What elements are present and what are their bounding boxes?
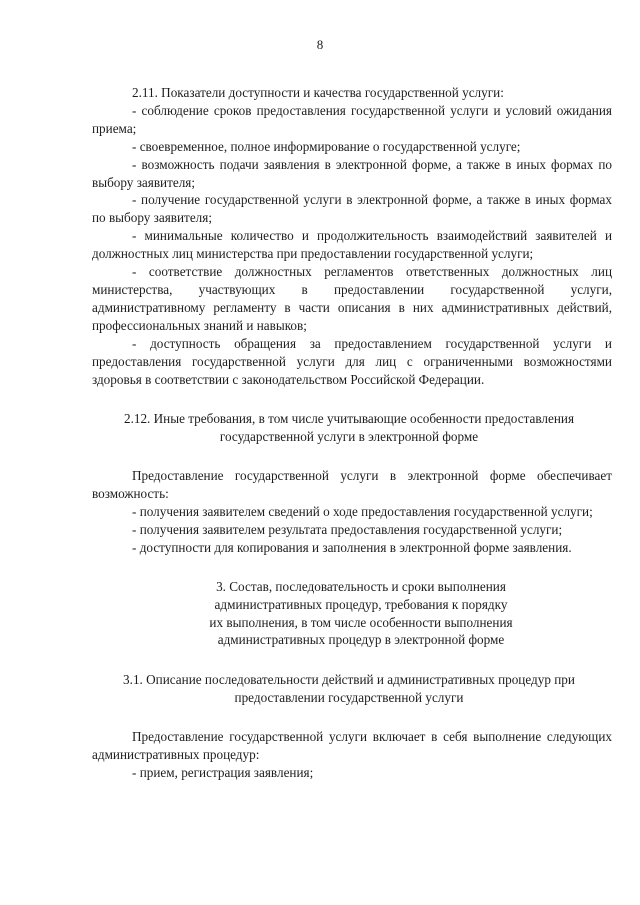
list-item: - получение государственной услуги в электронной форме, а также в иных формах по выбору заявителя; <box>92 192 612 226</box>
list-item: - своевременное, полное информирование о государственной услуге; <box>132 138 521 154</box>
page-number: 8 <box>316 37 324 52</box>
heading-line: административных процедур в электронной форме <box>217 632 505 648</box>
list-item: - возможность подачи заявления в электронной форме, а также в иных формах по выбору заявителя; <box>92 156 612 190</box>
heading-line: административных процедур, требования к порядку <box>214 596 508 612</box>
section-2-11-title: 2.11. Показатели доступности и качества государственной услуги: <box>132 85 504 100</box>
section-3-heading <box>92 578 612 650</box>
heading-line: 3.1. Описание последовательности действий и административных процедур при <box>123 672 575 688</box>
heading-line: 2.12. Иные требования, в том числе учитывающие особенности предоставления <box>123 411 575 427</box>
section-2-12-intro: Предоставление государственной услуги в электронной форме обеспечивает возможность: <box>92 468 612 502</box>
section-2-12-heading <box>82 410 616 446</box>
heading-line: их выполнения, в том числе особенности выполнения <box>209 614 513 630</box>
list-item: - доступность обращения за предоставлением государственной услуги и предоставления государственной услуги для лиц с ограниченными возможностями здоровья в соответствии с законодательством Российской Федерации. <box>92 335 612 387</box>
heading-line: 3. Состав, последовательность и сроки выполнения <box>216 578 506 594</box>
list-item: - соблюдение сроков предоставления государственной услуги и условий ожидания приема; <box>92 102 612 136</box>
list-item: - доступности для копирования и заполнения в электронной форме заявления. <box>132 539 572 555</box>
section-3-1-intro: Предоставление государственной услуги включает в себя выполнение следующих административных процедур: <box>92 729 612 763</box>
list-item: - получения заявителем сведений о ходе предоставления государственной услуги; <box>132 504 593 520</box>
list-item: - соответствие должностных регламентов ответственных должностных лиц министерства, участвующих в предоставлении государственной услуги, административному регламенту в части описания в них административных действий, профессиональных знаний и навыков; <box>92 264 612 333</box>
section-3-1-heading <box>82 671 616 707</box>
heading-line: предоставлении государственной услуги <box>234 690 464 706</box>
list-item: - минимальные количество и продолжительность взаимодействий заявителей и должностных лиц министерства при предоставлении государственной услуги; <box>92 228 612 262</box>
list-item: - получения заявителем результата предоставления государственной услуги; <box>132 521 563 537</box>
heading-line: государственной услуги в электронной форме <box>219 429 479 445</box>
list-item: - прием, регистрация заявления; <box>132 765 314 780</box>
document-body <box>92 84 612 782</box>
